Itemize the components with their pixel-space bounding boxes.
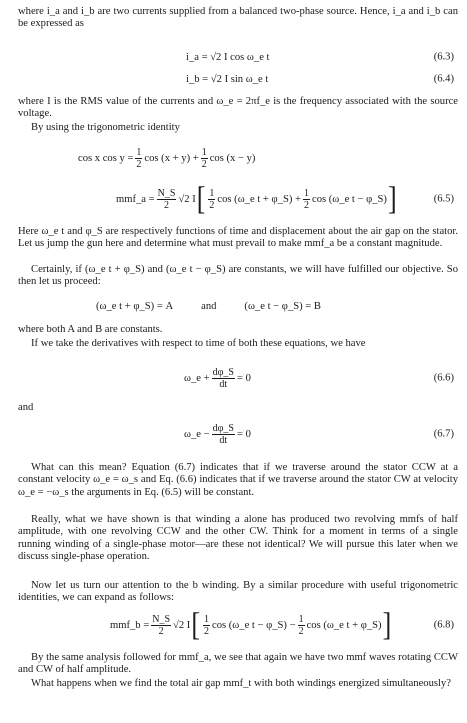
left-bracket: [	[196, 180, 206, 217]
right-bracket: ]	[382, 606, 392, 643]
paragraph-derivatives: If we take the derivatives with respect to time of both these equations, we have	[31, 338, 366, 349]
fraction-numerator: 1	[304, 187, 309, 199]
paragraph-and: and	[18, 402, 34, 413]
paragraph-constants-objective: Certainly, if (ω_e t + φ_S) and (ω_e t − φ_S) are constants, we will have fulfilled our objective. So then let us proceed:	[18, 264, 458, 288]
equation-6-5	[0, 180, 467, 218]
equation-6-6-number: (6.6)	[433, 372, 454, 384]
mmf-b-term-2: cos (ω_e t + φ_S)	[306, 619, 382, 631]
half-fraction-2	[303, 188, 310, 211]
paragraph-trig-identity-intro: By using the trigonometric identity	[31, 122, 180, 133]
fraction-numerator: dφ_S	[212, 366, 234, 378]
equation-6-4-body: i_b = √2 I sin ω_e t	[186, 73, 269, 85]
ns-over-two-fraction	[151, 614, 171, 637]
eq-6-6-lhs: ω_e +	[184, 372, 210, 384]
identity-half-fraction-2	[201, 147, 208, 170]
eq-6-7-rhs: = 0	[236, 428, 251, 440]
paragraph-rms-definition: where I is the RMS value of the currents and ω_e = 2πf_e is the frequency associated with the source voltage.	[18, 96, 458, 120]
fraction-denominator: 2	[209, 199, 215, 211]
fraction-denominator: 2	[298, 625, 304, 637]
fraction-denominator: 2	[201, 158, 207, 170]
paragraph-same-analysis: By the same analysis followed for mmf_a, we see that again we have two mmf waves rotating CCW and CW of half amplitude.	[18, 652, 458, 676]
fraction-denominator: dt	[219, 378, 228, 390]
right-bracket: ]	[387, 180, 397, 217]
half-fraction-2	[298, 614, 305, 637]
identity-half-fraction-1	[135, 147, 142, 170]
equation-6-7	[0, 416, 467, 452]
equation-constants	[0, 294, 467, 318]
paragraph-what-can-this-mean: What can this mean? Equation (6.7) indicates that if we traverse around the stator CCW at a constant velocity ω_e = ω_s and Eq. (6.6) indicates that if we traverse around the stator CW at velocity ω_e = −ω_s the arguments in Eq. (6.5) will be constant.	[18, 462, 458, 498]
mmf-b-term-1: cos (ω_e t − φ_S) −	[212, 619, 296, 631]
fraction-numerator: N_S	[152, 613, 171, 625]
fraction-numerator: 1	[298, 613, 304, 625]
constant-and: and	[201, 300, 217, 312]
equation-6-7-number: (6.7)	[433, 428, 454, 440]
mmf-b-lhs: mmf_b =	[110, 619, 150, 631]
paragraph-currents-intro: where i_a and i_b are two currents supplied from a balanced two-phase source. Hence, i_a and i_b can be expressed as	[18, 6, 458, 30]
paragraph-functions-of-time: Here ω_e t and φ_S are respectively functions of time and displacement about the air gap on the stator. Let us jump the gun here and determine what must prevail to make mmf_a be a constant magnitude.	[18, 226, 458, 250]
paragraph-total-air-gap: What happens when we find the total air gap mmf_t with both windings energized simultaneously?	[31, 678, 451, 689]
fraction-numerator: 1	[201, 146, 207, 158]
paragraph-b-winding: Now let us turn our attention to the b winding. By a similar procedure with useful trigonometric identities, we can expand as follows:	[18, 580, 458, 604]
equation-6-6	[0, 360, 467, 396]
equation-6-8-number: (6.8)	[433, 619, 454, 631]
identity-term-1: cos (x + y) +	[144, 152, 199, 164]
mmf-a-lhs: mmf_a =	[116, 193, 155, 205]
fraction-numerator: 1	[136, 146, 142, 158]
fraction-numerator: N_S	[157, 187, 176, 199]
root-two-i: √2 I	[178, 193, 196, 205]
fraction-denominator: 2	[136, 158, 142, 170]
equation-trig-identity	[0, 140, 467, 176]
root-two-i: √2 I	[173, 619, 191, 631]
d-phi-dt-fraction	[212, 367, 235, 390]
fraction-numerator: 1	[204, 613, 209, 625]
equation-6-5-number: (6.5)	[433, 193, 454, 205]
equation-6-8	[0, 606, 467, 644]
fraction-numerator: 1	[209, 187, 215, 199]
fraction-denominator: 2	[304, 199, 309, 211]
fraction-numerator: dφ_S	[212, 422, 234, 434]
paragraph-revolving-mmfs: Really, what we have shown is that winding a alone has produced two revolving mmfs of half amplitude, with one revolving CCW and the other CW. Think for a moment in terms of a single running winding of a single-phase motor—are these not identical? We will pursue this later when we discuss single-phase operation.	[18, 514, 458, 563]
equation-6-4-number: (6.4)	[433, 73, 454, 85]
fraction-denominator: 2	[164, 199, 170, 211]
equation-6-3	[0, 46, 467, 68]
equation-6-4	[0, 68, 467, 90]
identity-term-2: cos (x − y)	[209, 152, 256, 164]
eq-6-7-lhs: ω_e −	[184, 428, 210, 440]
identity-lhs: cos x cos y =	[78, 152, 134, 164]
constant-a: (ω_e t + φ_S) = A	[96, 300, 174, 312]
paragraph-both-constants: where both A and B are constants.	[18, 324, 163, 335]
ns-over-two-fraction	[157, 188, 177, 211]
equation-6-3-body: i_a = √2 I cos ω_e t	[186, 51, 270, 63]
left-bracket: [	[191, 606, 200, 643]
fraction-denominator: 2	[204, 625, 209, 637]
eq-6-6-rhs: = 0	[236, 372, 251, 384]
half-fraction-1	[208, 188, 215, 211]
d-phi-dt-fraction	[212, 423, 235, 446]
constant-b: (ω_e t − φ_S) = B	[244, 300, 321, 312]
fraction-denominator: dt	[219, 434, 228, 446]
mmf-a-term-1: cos (ω_e t + φ_S) +	[217, 193, 301, 205]
fraction-denominator: 2	[158, 625, 164, 637]
mmf-a-term-2: cos (ω_e t − φ_S)	[312, 193, 387, 205]
half-fraction-1	[203, 614, 210, 637]
equation-6-3-number: (6.3)	[433, 51, 454, 63]
